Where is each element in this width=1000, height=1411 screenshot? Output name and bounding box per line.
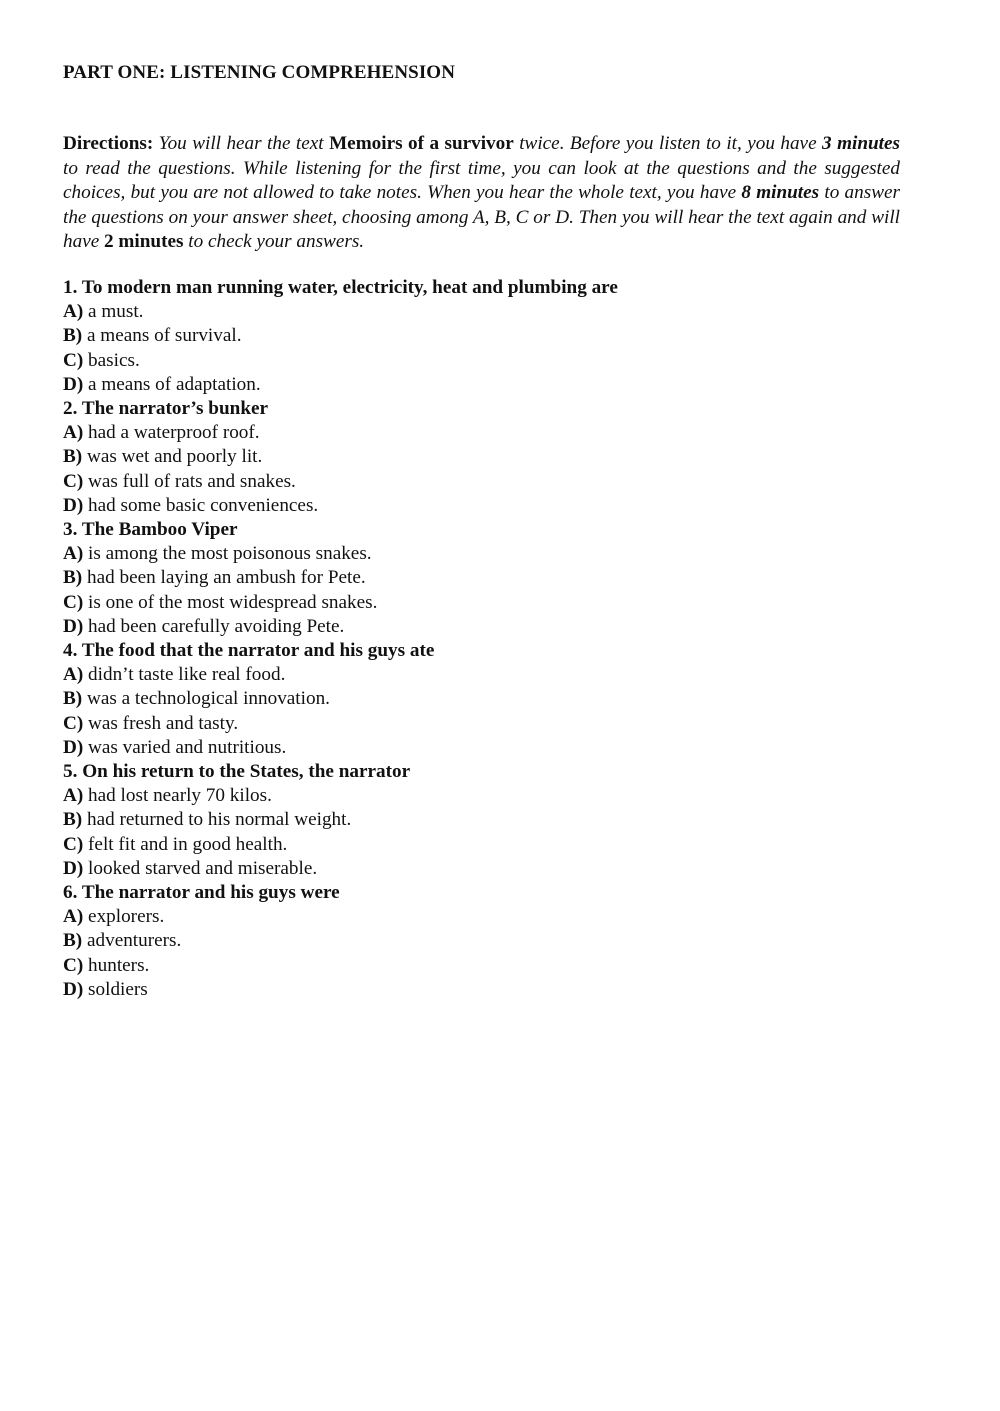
question-3-option-b — [63, 566, 923, 590]
question-6-option-d — [63, 978, 923, 1002]
option-letter: A) — [63, 301, 84, 323]
option-letter: B) — [63, 809, 83, 831]
option-text: adventurers. — [82, 930, 182, 952]
option-letter: A) — [63, 664, 84, 686]
directions-text: to check your answers. — [183, 231, 365, 252]
option-letter: A) — [63, 422, 84, 444]
option-text: explorers. — [83, 906, 165, 928]
answer-time: 8 minutes — [741, 182, 820, 203]
option-text: had been carefully avoiding Pete. — [83, 615, 345, 637]
question-4-option-d — [63, 736, 923, 760]
option-letter: D) — [63, 857, 84, 879]
option-text: is among the most poisonous snakes. — [83, 543, 372, 565]
option-letter: B) — [63, 446, 83, 468]
question-5-title: 5. On his return to the States, the narrator — [63, 761, 411, 783]
option-text: hunters. — [83, 954, 150, 976]
option-letter: D) — [63, 373, 84, 395]
page-heading: PART ONE: LISTENING COMPREHENSION — [63, 62, 456, 83]
option-letter: C) — [63, 591, 84, 613]
option-letter: B) — [63, 688, 83, 710]
option-text: had some basic conveniences. — [83, 494, 319, 516]
option-text: a must. — [83, 301, 144, 323]
option-text: a means of adaptation. — [83, 373, 261, 395]
question-2-option-b — [63, 445, 923, 469]
question-3-option-d — [63, 615, 923, 639]
question-4-option-a — [63, 663, 923, 687]
question-1-option-a — [63, 300, 923, 324]
option-letter: B) — [63, 930, 83, 952]
question-5-option-b — [63, 808, 923, 832]
option-text: was a technological innovation. — [82, 688, 330, 710]
directions-text: to read the questions. While listening for the first time, you can look at the questions and the suggested choices, but you are not allowed to take notes. When you hear the whole text, you have — [63, 157, 900, 203]
question-4-option-b — [63, 687, 923, 711]
reading-time: 3 minutes — [822, 133, 900, 154]
question-1-title: 1. To modern man running water, electricity, heat and plumbing are — [63, 277, 618, 298]
option-letter: D) — [63, 494, 84, 516]
option-text: was wet and poorly lit. — [82, 446, 263, 468]
option-letter: C) — [63, 349, 84, 371]
option-text: had a waterproof roof. — [83, 422, 260, 444]
question-1-option-c — [63, 349, 923, 373]
option-letter: B) — [63, 325, 83, 347]
option-letter: C) — [63, 712, 84, 734]
option-text: had returned to his normal weight. — [82, 809, 352, 831]
question-2-title: 2. The narrator’s bunker — [63, 398, 269, 420]
question-list — [63, 276, 923, 1002]
option-letter: C) — [63, 954, 84, 976]
check-time: 2 minutes — [104, 231, 184, 252]
question-1-option-d — [63, 373, 923, 397]
option-text: is one of the most widespread snakes. — [83, 591, 378, 613]
option-text: looked starved and miserable. — [83, 857, 318, 879]
question-3-option-c — [63, 591, 923, 615]
option-text: had been laying an ambush for Pete. — [82, 567, 366, 589]
question-3-title: 3. The Bamboo Viper — [63, 519, 238, 541]
question-6-title: 6. The narrator and his guys were — [63, 882, 340, 904]
option-text: felt fit and in good health. — [83, 833, 288, 855]
question-2-option-c — [63, 470, 923, 494]
option-text: soldiers — [83, 978, 148, 1000]
text-title: Memoirs of a survivor — [329, 133, 514, 154]
option-text: a means of survival. — [82, 325, 242, 347]
question-5-option-c — [63, 833, 923, 857]
question-2-option-d — [63, 494, 923, 518]
option-letter: B) — [63, 567, 83, 589]
question-4-title: 4. The food that the narrator and his guys ate — [63, 640, 435, 662]
option-letter: D) — [63, 615, 84, 637]
option-text: was full of rats and snakes. — [83, 470, 296, 492]
option-letter: D) — [63, 978, 84, 1000]
question-4-option-c — [63, 712, 923, 736]
option-letter: A) — [63, 906, 84, 928]
question-2-option-a — [63, 421, 923, 445]
option-letter: D) — [63, 736, 84, 758]
question-3-option-a — [63, 542, 923, 566]
option-text: basics. — [83, 349, 140, 371]
option-letter: A) — [63, 785, 84, 807]
directions-text: twice. Before you listen to it, you have — [513, 133, 823, 154]
option-text: didn’t taste like real food. — [83, 664, 286, 686]
option-letter: A) — [63, 543, 84, 565]
question-6-option-c — [63, 954, 923, 978]
question-5-option-d — [63, 857, 923, 881]
question-6-option-a — [63, 905, 923, 929]
option-letter: C) — [63, 470, 84, 492]
directions-text: to answer the questions on your answer sheet, choosing among A, B, C or D. Then you will hear the text again and will have — [63, 182, 900, 252]
question-6-option-b — [63, 929, 923, 953]
option-letter: C) — [63, 833, 84, 855]
option-text: had lost nearly 70 kilos. — [83, 785, 272, 807]
question-1-option-b — [63, 324, 923, 348]
option-text: was varied and nutritious. — [83, 736, 287, 758]
option-text: was fresh and tasty. — [83, 712, 239, 734]
directions-paragraph — [63, 132, 900, 255]
directions-text: You will hear the text — [153, 133, 330, 154]
directions-label: Directions: — [63, 133, 154, 154]
question-5-option-a — [63, 784, 923, 808]
